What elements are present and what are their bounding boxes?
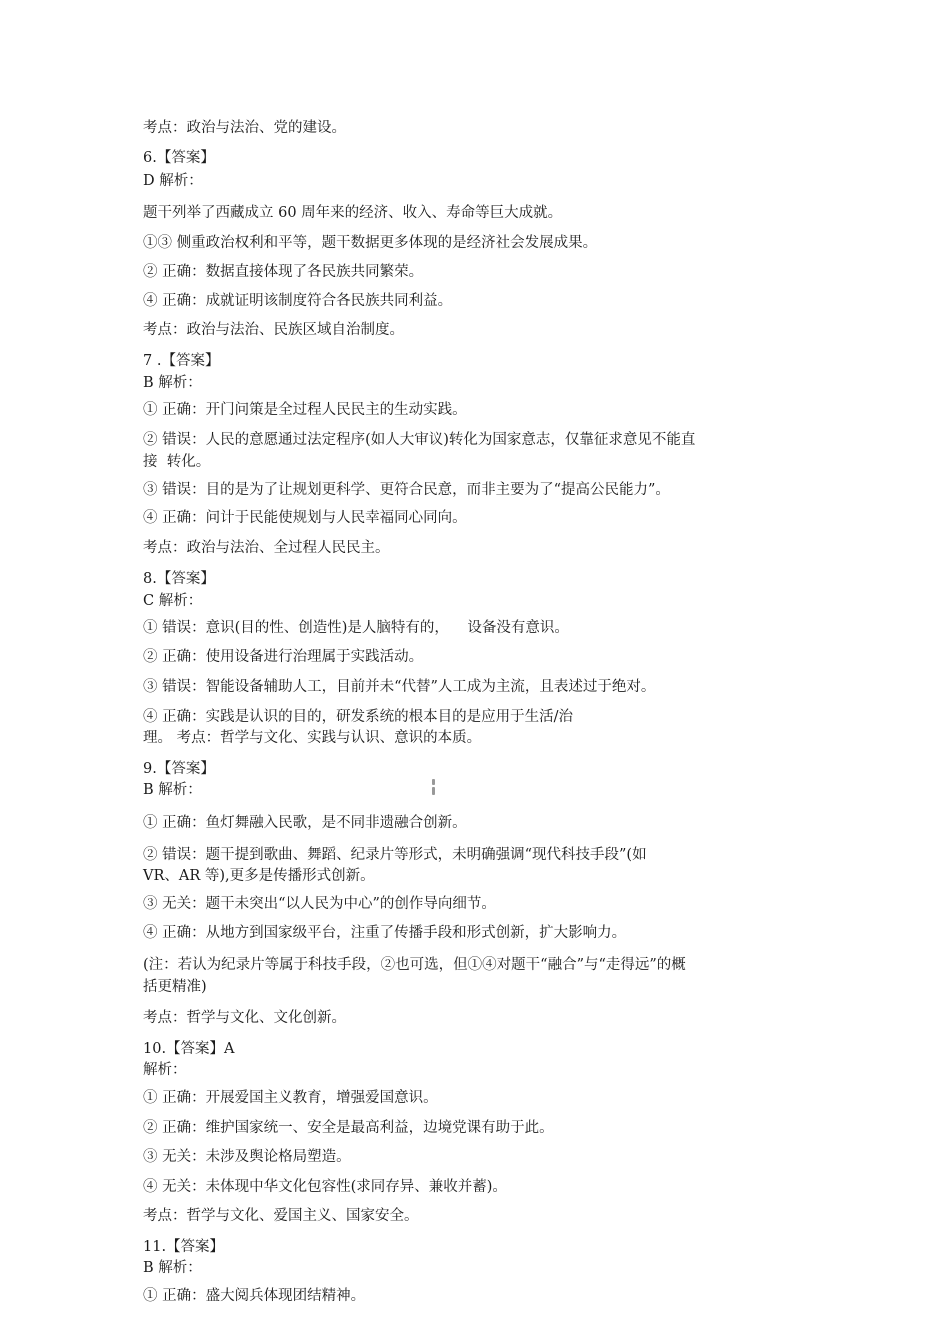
text-line: ② 正确：数据直接体现了各民族共同繁荣。 <box>143 264 424 280</box>
text-line: 考点：政治与法治、全过程人民民主。 <box>143 540 390 556</box>
text-line: 考点：哲学与文化、爱国主义、国家安全。 <box>143 1208 419 1224</box>
text-line: ② 错误：题干提到歌曲、舞蹈、纪录片等形式，未明确强调“现代科技手段”(如 <box>143 847 647 863</box>
text-line: VR、AR 等),更多是传播形式创新。 <box>143 868 375 884</box>
cursor-mark-icon <box>431 779 436 795</box>
text-line: ④ 无关：未体现中华文化包容性(求同存异、兼收并蓄)。 <box>143 1179 507 1195</box>
text-line: ② 正确：维护国家统一、安全是最高利益，边境党课有助于此。 <box>143 1120 554 1136</box>
text-line: 理。 考点：哲学与文化、实践与认识、意识的本质。 <box>143 730 482 746</box>
text-line: 解析： <box>143 1062 187 1078</box>
text-line: (注：若认为纪录片等属于科技手段，②也可选，但①④对题干“融合”与“走得远”的概 <box>143 957 686 973</box>
text-line: ② 正确：使用设备进行治理属于实践活动。 <box>143 649 424 665</box>
text-line: ① 正确：鱼灯舞融入民歌，是不同非遗融合创新。 <box>143 815 467 831</box>
text-line: B 解析： <box>143 375 202 391</box>
text-line: 接 转化。 <box>143 454 211 470</box>
text-line: ③ 错误：目的是为了让规划更科学、更符合民意，而非主要为了“提高公民能力”。 <box>143 482 670 498</box>
text-line: C 解析： <box>143 593 203 609</box>
text-line: ① 正确：盛大阅兵体现团结精神。 <box>143 1288 366 1304</box>
text-line: ② 错误：人民的意愿通过法定程序(如人大审议)转化为国家意志，仅靠征求意见不能直 <box>143 432 696 448</box>
text-line: B 解析： <box>143 1260 202 1276</box>
text-line: 考点：政治与法治、民族区域自治制度。 <box>143 322 404 338</box>
text-line: ④ 正确：实践是认识的目的，研发系统的根本目的是应用于生活/治 <box>143 709 573 725</box>
text-line: 10.【答案】A <box>143 1041 235 1057</box>
text-line: D 解析： <box>143 173 203 189</box>
text-line: 括更精准) <box>143 979 207 995</box>
text-line: B 解析： <box>143 782 202 798</box>
text-line: 11.【答案】 <box>143 1239 225 1255</box>
text-line: ① 正确：开展爱国主义教育，增强爱国意识。 <box>143 1090 438 1106</box>
text-line: ④ 正确：问计于民能使规划与人民幸福同心同向。 <box>143 510 467 526</box>
text-line: 考点：哲学与文化、文化创新。 <box>143 1010 346 1026</box>
text-line: ③ 错误：智能设备辅助人工，目前并未“代替”人工成为主流，且表述过于绝对。 <box>143 679 656 695</box>
text-line: 考点：政治与法治、党的建设。 <box>143 120 346 136</box>
text-line: ④ 正确：从地方到国家级平台，注重了传播手段和形式创新，扩大影响力。 <box>143 925 627 941</box>
text-line: ①③ 侧重政治权利和平等，题干数据更多体现的是经济社会发展成果。 <box>143 235 598 251</box>
text-line: ③ 无关：题干未突出“以人民为中心”的创作导向细节。 <box>143 896 496 912</box>
text-line: ① 错误：意识(目的性、创造性)是人脑特有的， 设备没有意识。 <box>143 620 569 636</box>
text-line: ④ 正确：成就证明该制度符合各民族共同利益。 <box>143 293 453 309</box>
text-line: 7 .【答案】 <box>143 353 220 369</box>
text-line: 9.【答案】 <box>143 761 215 777</box>
text-line: ① 正确：开门问策是全过程人民民主的生动实践。 <box>143 402 467 418</box>
text-line: 8.【答案】 <box>143 571 215 587</box>
text-line: 题干列举了西藏成立 60 周年来的经济、收入、寿命等巨大成就。 <box>143 205 563 221</box>
text-line: ③ 无关：未涉及舆论格局塑造。 <box>143 1149 351 1165</box>
text-line: 6.【答案】 <box>143 150 215 166</box>
